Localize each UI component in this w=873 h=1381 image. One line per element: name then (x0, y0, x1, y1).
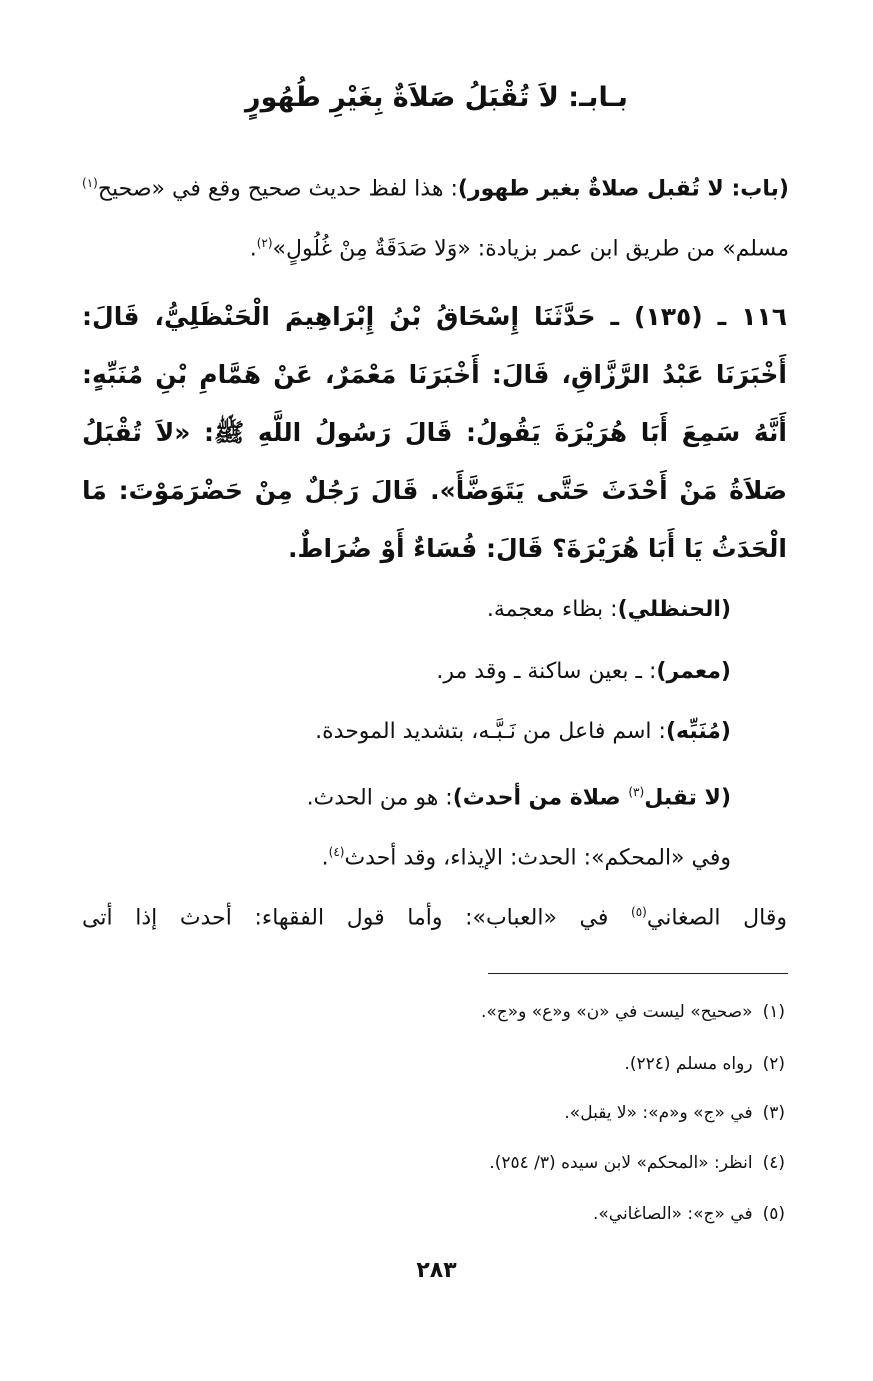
footnote-1 (82, 998, 785, 1026)
hadith-text: ١١٦ ـ (١٣٥) ـ حَدَّثَنَا إِسْحَاقُ بْنُ إِبْرَاهِيمَ الْحَنْظَلِيُّ، قَالَ: أَخْبَرَنَا عَبْدُ الرَّزَّاقِ، قَالَ: أَخْبَرَنَا مَعْمَرٌ، عَنْ هَمَّامِ بْنِ مُنَبِّهٍ: أَنَّهُ سَمِعَ أَبَا هُرَيْرَةَ يَقُولُ: قَالَ رَسُولُ اللَّهِ ﷺ: «لاَ تُقْبَلُ صَلاَةُ مَنْ أَحْدَثَ حَتَّى يَتَوَضَّأَ». قَالَ رَجُلٌ مِنْ حَضْرَمَوْتَ: مَا الْحَدَثُ يَا أَبَا هُرَيْرَةَ؟ قَالَ: فُسَاءٌ أَوْ ضُرَاطٌ. (82, 302, 787, 563)
footnote-text: «صحيح» ليست في «ن» و«ع» و«ج». (480, 1002, 753, 1022)
footnote-ref-4: (٤) (328, 845, 345, 859)
footnote-ref-1: (١) (82, 176, 98, 190)
note-term: (مُنَبِّه) (665, 719, 731, 744)
note-term-cont: صلاة من أحدث) (452, 785, 629, 811)
note-line-hanzali (82, 590, 731, 630)
note-term: (معمر) (656, 659, 731, 684)
footnote-number: (١) (762, 1002, 785, 1022)
note-line-muhkam (82, 832, 731, 878)
note-text-end: . (321, 845, 329, 871)
note-term: (لا تقبل (644, 785, 731, 811)
note-text: : اسم فاعل من نَـبَّـه، بتشديد الموحدة. (315, 719, 666, 744)
note-line-mamar (82, 652, 731, 692)
note-line-munabbih (82, 712, 731, 752)
page-number: ٢٨٣ (416, 1258, 457, 1283)
note-line-saghani (82, 892, 787, 938)
footnote-5 (82, 1200, 785, 1228)
footnote-number: (٢) (762, 1054, 785, 1074)
footnote-text: رواه مسلم (٢٢٤). (624, 1054, 753, 1074)
footnote-text: في «ج»: «الصاغاني». (592, 1204, 753, 1224)
footnote-3 (82, 1099, 785, 1127)
intro-text-2: مسلم» من طريق ابن عمر بزيادة: «وَلا صَدَقَةٌ مِنْ غُلُولٍ» (272, 236, 789, 262)
footnote-divider (488, 973, 788, 974)
note-text: : بظاء معجمة. (486, 597, 618, 622)
intro-text-1: : هذا لفظ حديث صحيح وقع في «صحيح (97, 176, 458, 202)
footnote-4 (82, 1149, 785, 1177)
intro-end: . (249, 236, 257, 262)
note-term: (الحنظلي) (617, 597, 731, 622)
footnote-ref-5: (٥) (631, 905, 647, 919)
footnote-number: (٤) (762, 1153, 785, 1173)
footnote-text: في «ج» و«م»: «لا يقبل». (564, 1103, 753, 1123)
footnote-ref-3: (٣) (628, 785, 645, 799)
footnote-2 (82, 1050, 785, 1078)
footnote-number: (٥) (762, 1204, 785, 1224)
note-text: : ـ بعين ساكنة ـ وقد مر. (436, 659, 657, 684)
note-text: : هو من الحدث. (306, 785, 453, 811)
intro-label: (باب: لا تُقبل صلاةٌ بغير طهور) (457, 176, 789, 202)
note-line-la-tuqbal (82, 772, 731, 818)
footnote-text: انظر: «المحكم» لابن سيده (٣/ ٢٥٤). (489, 1153, 753, 1173)
chapter-heading: بـابـ: لاَ تُقْبَلُ صَلاَةٌ بِغَيْرِ طُهُورٍ (245, 82, 628, 113)
footnote-ref-2: (٢) (256, 236, 273, 251)
intro-paragraph (82, 156, 789, 277)
note-text: وفي «المحكم»: الحدث: الإيذاء، وقد أحدث (344, 845, 731, 871)
note-text: وقال الصغاني (646, 905, 787, 931)
footnote-number: (٣) (762, 1103, 785, 1123)
note-text-end: في «العباب»: وأما قول الفقهاء: أحدث إذا أتى (82, 905, 632, 931)
